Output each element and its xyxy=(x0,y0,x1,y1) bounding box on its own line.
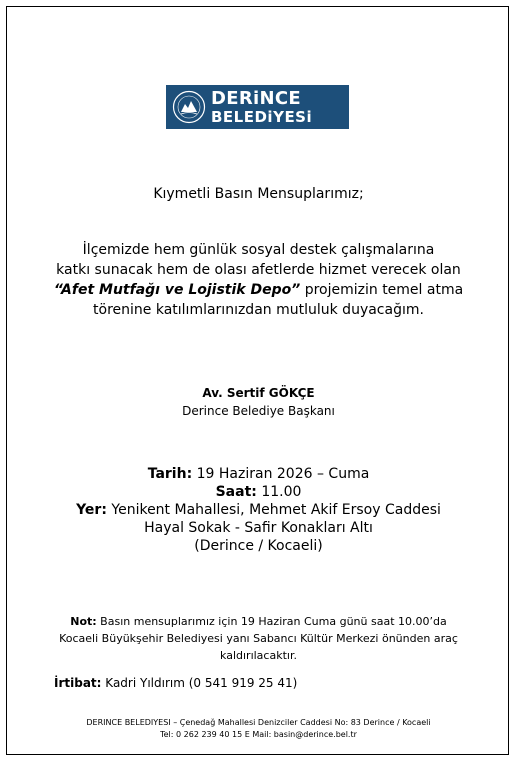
greeting: Kıymetli Basın Mensuplarımız; xyxy=(153,186,364,202)
project-name: “Afet Mutfağı ve Lojistik Depo” xyxy=(53,282,301,298)
logo-line-derince: DERiNCE xyxy=(211,87,301,109)
body-line-1: İlçemizde hem günlük sosyal destek çalışmalarına xyxy=(82,242,435,258)
note-block xyxy=(0,613,517,664)
contact-line xyxy=(54,676,297,690)
signatory-title: Derince Belediye Başkanı xyxy=(182,404,335,418)
body-line-3 xyxy=(0,280,517,300)
date-value: 19 Haziran 2026 – Cuma xyxy=(192,466,370,482)
signature-block xyxy=(0,384,517,420)
contact-label: İrtibat: xyxy=(54,676,102,690)
body-line-3-rest: projemizin temel atma xyxy=(300,282,464,298)
body-line-4: törenine katılımlarınızdan mutluluk duyacağım. xyxy=(93,302,424,318)
event-place-line-1 xyxy=(0,501,517,519)
signatory-name: Av. Sertif GÖKÇE xyxy=(202,386,315,400)
event-date xyxy=(0,465,517,483)
note-line-2: Kocaeli Büyükşehir Belediyesi yanı Sabancı Kültür Merkezi önünden araç xyxy=(59,632,458,645)
footer-contact: Tel: 0 262 239 40 15 E Mail: basin@derince.bel.tr xyxy=(160,730,357,739)
place-value-1: Yenikent Mahallesi, Mehmet Akif Ersoy Caddesi xyxy=(106,502,441,518)
municipality-seal-icon xyxy=(172,90,206,124)
event-details xyxy=(0,465,517,555)
derince-municipality-logo xyxy=(166,85,349,129)
time-label: Saat: xyxy=(215,484,257,500)
time-value: 11.00 xyxy=(256,484,302,500)
event-place-line-2: Hayal Sokak - Safir Konakları Altı xyxy=(144,520,373,536)
invitation-body xyxy=(0,240,517,320)
place-label: Yer: xyxy=(76,502,107,518)
date-label: Tarih: xyxy=(147,466,193,482)
event-place-line-3: (Derince / Kocaeli) xyxy=(194,538,323,554)
contact-value: Kadri Yıldırım (0 541 919 25 41) xyxy=(101,676,298,690)
note-line-1 xyxy=(0,613,517,630)
body-line-2: katkı sunacak hem de olası afetlerde hizmet verecek olan xyxy=(56,262,461,278)
note-label: Not: xyxy=(70,615,97,628)
note-line-3: kaldırılacaktır. xyxy=(220,649,297,662)
footer xyxy=(0,717,517,741)
logo-line-belediyesi: BELEDiYESi xyxy=(211,107,313,126)
event-time xyxy=(0,483,517,501)
footer-address: DERINCE BELEDIYESI – Çenedağ Mahallesi Denizciler Caddesi No: 83 Derince / Kocaeli xyxy=(86,718,431,727)
note-text-1: Basın mensuplarımız için 19 Haziran Cuma günü saat 10.00’da xyxy=(96,615,447,628)
